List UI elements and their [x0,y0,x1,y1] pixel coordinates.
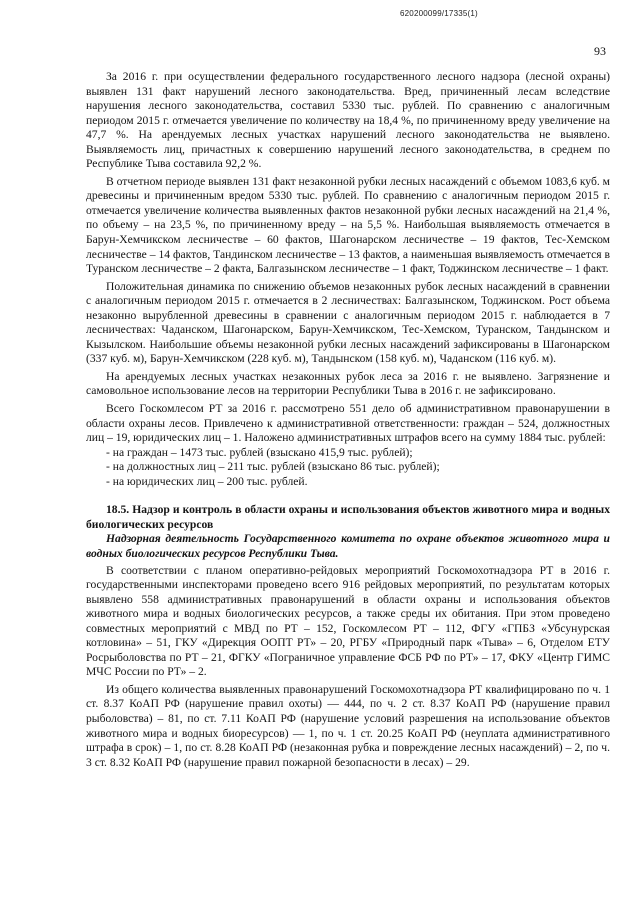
paragraph-raid-activities: В соответствии с планом оперативно-рейдовых мероприятий Госкомохотнадзора РТ в 2016 г. государственными инспекторами проведено всего 916 рейдовых мероприятий, по результатам которых выявлено 558 административных правонарушений в области охраны и использования объектов животного мира и водных биологических ресурсов, а также среды их обитания. При этом проведено совместных мероприятий с МВД по РТ – 152, Госкомлесом РТ – 112, ФГУ «ГПБЗ «Убсунурская котловина» – 51, ГКУ «Дирекция ООПТ РТ» – 20, РГБУ «Природный парк «Тыва» – 6, Отделом ЕТУ Росрыболовства по РТ – 21, ФГКУ «Пограничное управление ФСБ РФ по РТ» – 17, ФКУ «Центр ГИМС МЧС России по РТ» – 2. [86,563,610,679]
paragraph-administrative-cases: Всего Госкомлесом РТ за 2016 г. рассмотрено 551 дело об административном правонарушении в области охраны лесов. Привлечено к административной ответственности: граждан – 524, должностных лиц – 19, юридических лиц – 1. Наложено административных штрафов всего на сумму 1884 тыс. рублей: [86,402,610,445]
paragraph-violation-qualification: Из общего количества выявленных правонарушений Госкомохотнадзора РТ квалифицировано по ч. 1 ст. 8.37 КоАП РФ (нарушение правил охоты) — 444, по ч. 2 ст. 8.37 КоАП РФ (нарушение правил рыболовства) – 81, по ст. 7.11 КоАП РФ (нарушение условий разрешения на использование объектов животного мира и водных биоресурсов) — 1, по ч. 1 ст. 20.25 КоАП РФ (неуплата административного штрафа в срок) – 1, по ст. 8.28 КоАП РФ (незаконная рубка и повреждение лесных насаждений) – 2, по ч. 3 ст. 8.32 КоАП РФ (нарушение правил пожарной безопасности в лесах) – 29. [86,682,610,769]
paragraph-positive-dynamics: Положительная динамика по снижению объемов незаконных рубок лесных насаждений в сравнении с аналогичным периодом 2015 г. отмечается в 2 лесничествах: Балгазынском, Тоджинском. Рост объема незаконно вырубленной древесины в сравнении с аналогичным периодом 2015 г. наблюдается в 7 лесничествах: Чаданском, Шагонарском, Барун-Хемчикском, Тес-Хемском, Туранском, Тандынском и Кызылском. Наибольшие объемы незаконной рубки лесных насаждений зафиксированы в Шагонарском (337 куб. м), Барун-Хемчикском (228 куб. м), Тандынском (158 куб. м), Чаданском (116 куб. м). [86,279,610,366]
list-item: - на юридических лиц – 200 тыс. рублей. [106,474,308,488]
page-number: 93 [594,44,606,58]
list-item: - на должностных лиц – 211 тыс. рублей (взыскано 86 тыс. рублей); [106,460,440,474]
section-heading: 18.5. Надзор и контроль в области охраны и использования объектов животного мира и водных биологических ресурсов [86,503,610,531]
paragraph-illegal-logging: В отчетном периоде выявлен 131 факт незаконной рубки лесных насаждений с объемом 1083,6 куб. м древесины и причиненным вредом 5330 тыс. рублей. По сравнению с аналогичным периодом 2015 г. отмечается увеличение количества выявленных фактов незаконной рубки лесных насаждений на 21,4 %, по объему – на 23,5 %, по причиненному вреду – на 5,5 %. Наибольшая выявляемость отмечается в Барун-Хемчикском лесничестве – 60 фактов, Шагонарском лесничестве – 19 фактов, Тес-Хемском лесничестве – 14 фактов, Тандинском лесничестве – 13 фактов, а наименьшая выявляемость отмечается в Туранском лесничестве – 2 факта, Балгазынском лесничестве – 1 факт, Тоджинском лесничестве – 1 факт. [86,174,610,276]
paragraph-forest-violations: За 2016 г. при осуществлении федерального государственного лесного надзора (лесной охраны) выявлен 131 факт нарушений лесного законодательства. Вред, причиненный лесам вследствие нарушения лесного законодательства, составил 5330 тыс. рублей. По сравнению с аналогичным периодом 2015 г. отмечается увеличение по количеству на 18,4 %, по причиненному вреду увеличение на 47,7 %. На арендуемых лесных участках нарушений лесного законодательства не выявлено. Выявляемость лиц, причастных к совершению нарушений лесного законодательства, в среднем по Республике Тыва составила 92,2 %. [86,70,610,171]
paragraph-leased-plots: На арендуемых лесных участках незаконных рубок леса за 2016 г. не выявлено. Загрязнение и самовольное использование лесов на территории Республики Тыва в 2016 г. не зафиксировано. [86,369,610,398]
list-item: - на граждан – 1473 тыс. рублей (взыскано 415,9 тыс. рублей); [106,445,413,459]
document-code: 620200099/17335(1) [400,9,478,18]
document-body [86,70,610,773]
subsection-heading: Надзорная деятельность Государственного комитета по охране объектов животного мира и водных биологических ресурсов Республики Тыва. [86,532,610,560]
fines-list [86,446,610,490]
